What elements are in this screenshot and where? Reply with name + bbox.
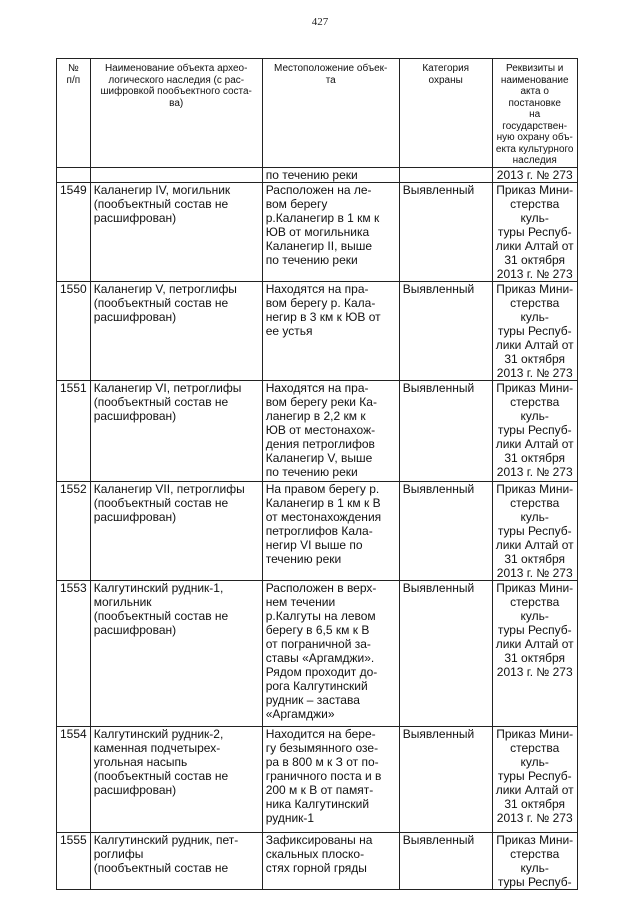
cell-object-name: Каланегир V, петроглифы (пообъектный состав не расшифрован) (90, 281, 262, 380)
header-location: Местоположение объек- та (262, 59, 399, 168)
cell-number: 1550 (57, 281, 91, 380)
header-number: № п/п (57, 59, 91, 168)
cell-document: Приказ Мини- стерства куль- туры Респуб- лики Алтай от 31 октября 2013 г. № 273 (492, 182, 577, 281)
table-row (57, 481, 578, 580)
table-row-continuation (57, 167, 578, 182)
cell-number: 1555 (57, 832, 91, 889)
table-row (57, 281, 578, 380)
cell-object-name: Каланегир VII, петроглифы (пообъектный состав не расшифрован) (90, 481, 262, 580)
cell-document: Приказ Мини- стерства куль- туры Респуб- лики Алтай от 31 октября 2013 г. № 273 (492, 481, 577, 580)
cell-number: 1549 (57, 182, 91, 281)
cell-location: Находятся на пра- вом берегу р. Кала- негир в 3 км к ЮВ от ее устья (262, 281, 399, 380)
cell-document: Приказ Мини- стерства куль- туры Респуб- лики Алтай от 31 октября 2013 г. № 273 (492, 726, 577, 832)
cell-category: Выявленный (399, 481, 492, 580)
cell-location: Находятся на пра- вом берегу реки Ка- ланегир в 2,2 км к ЮВ от местонахож- дения петроглифов Каланегир V, выше по течению реки (262, 380, 399, 481)
cell-location: Находится на бере- гу безымянного озе- ра в 800 м к З от по- граничного поста и в 200 м к В от памят- ника Калгутинский рудник-1 (262, 726, 399, 832)
cell-category: Выявленный (399, 281, 492, 380)
cell-document: Приказ Мини- стерства куль- туры Респуб- (492, 832, 577, 889)
cell-location: по течению реки (262, 167, 399, 182)
cell-location: Расположен в верх- нем течении р.Калгуты на левом берегу в 6,5 км к В от пограничной за- ставы «Аргамджи». Рядом проходит до- рога Калгутинский рудник – застава «Аргамджи» (262, 580, 399, 726)
table-row (57, 832, 578, 889)
cell-object-name (90, 167, 262, 182)
table-row (57, 726, 578, 832)
table-row (57, 182, 578, 281)
cell-object-name: Каланегир VI, петроглифы (пообъектный состав не расшифрован) (90, 380, 262, 481)
cell-location: На правом берегу р. Каланегир в 1 км к В от местонахождения петроглифов Кала- негир VI выше по течению реки (262, 481, 399, 580)
cell-category: Выявленный (399, 380, 492, 481)
cell-number: 1554 (57, 726, 91, 832)
cell-category (399, 167, 492, 182)
header-document-requisites: Реквизиты и наименование акта о постановке на государствен- ную охрану объ- екта культурного наследия (492, 59, 577, 168)
header-object-name: Наименование объекта архео- логического наследия (с рас- шифровкой пообъектного соста- ва) (90, 59, 262, 168)
cell-document: Приказ Мини- стерства куль- туры Респуб- лики Алтай от 31 октября 2013 г. № 273 (492, 281, 577, 380)
cell-category: Выявленный (399, 832, 492, 889)
page-number: 427 (311, 16, 329, 28)
cell-number: 1552 (57, 481, 91, 580)
cell-location: Зафиксированы на скальных плоско- стях горной гряды (262, 832, 399, 889)
cell-document: Приказ Мини- стерства куль- туры Респуб- лики Алтай от 31 октября 2013 г. № 273 (492, 380, 577, 481)
cell-category: Выявленный (399, 726, 492, 832)
table-header-row (57, 59, 578, 168)
cell-object-name: Каланегир IV, могильник (пообъектный состав не расшифрован) (90, 182, 262, 281)
header-protection-category: Категория охраны (399, 59, 492, 168)
heritage-register-table (56, 58, 578, 890)
cell-location: Расположен на ле- вом берегу р.Каланегир в 1 км к ЮВ от могильника Каланегир II, выше по течению реки (262, 182, 399, 281)
cell-category: Выявленный (399, 182, 492, 281)
cell-document: 2013 г. № 273 (492, 167, 577, 182)
cell-object-name: Калгутинский рудник-2, каменная подчетырех- угольная насыпь (пообъектный состав не расшифрован) (90, 726, 262, 832)
cell-number: 1553 (57, 580, 91, 726)
cell-document: Приказ Мини- стерства куль- туры Респуб- лики Алтай от 31 октября 2013 г. № 273 (492, 580, 577, 726)
cell-object-name: Калгутинский рудник, пет- роглифы (пообъектный состав не (90, 832, 262, 889)
table-row (57, 580, 578, 726)
cell-object-name: Калгутинский рудник-1, могильник (пообъектный состав не расшифрован) (90, 580, 262, 726)
cell-number: 1551 (57, 380, 91, 481)
cell-category: Выявленный (399, 580, 492, 726)
cell-number (57, 167, 91, 182)
table-row (57, 380, 578, 481)
